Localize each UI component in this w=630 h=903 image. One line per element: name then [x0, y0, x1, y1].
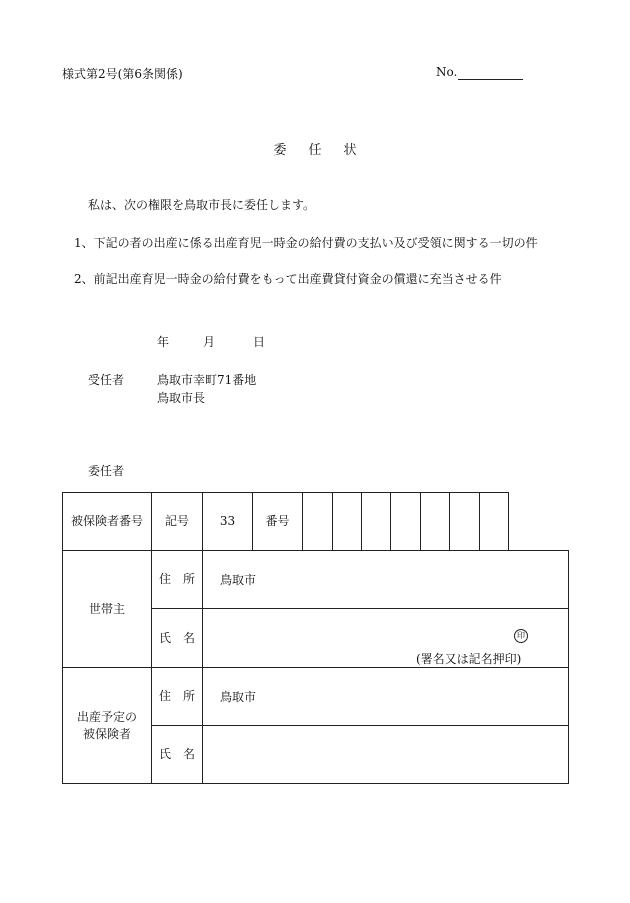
- agent-address: 鳥取市幸町71番地: [157, 373, 257, 387]
- principal-label: 委任者: [88, 464, 125, 478]
- seal-mark-icon: 印: [514, 629, 528, 643]
- delegated-item-2: 2、前記出産育児一時金の給付費をもって出産費貸付資金の償還に充当させる件: [74, 272, 502, 286]
- document-title: 委任状: [273, 143, 379, 158]
- symbol-value[interactable]: 33: [219, 514, 236, 528]
- document-number-label: No.: [436, 65, 458, 79]
- insured-number-digits-field[interactable]: [303, 493, 508, 550]
- table-line: [62, 783, 569, 784]
- date-year: 年: [157, 335, 170, 349]
- date-line: [157, 333, 265, 350]
- agent-label: 受任者: [88, 373, 125, 387]
- household-address-label: 住 所: [158, 572, 195, 586]
- household-address-field[interactable]: 鳥取市: [220, 573, 257, 587]
- delegation-statement: 私は、次の権限を鳥取市長に委任します。: [88, 198, 316, 212]
- form-number: 様式第2号(第6条関係): [62, 67, 183, 81]
- household-head-label: 世帯主: [88, 601, 125, 616]
- symbol-label: 記号: [164, 514, 189, 528]
- date-month: 月: [203, 335, 216, 349]
- delegated-item-1: 1、下記の者の出産に係る出産育児一時金の給付費の支払い及び受領に関する一切の件: [74, 236, 538, 250]
- expected-insured-label: 出産予定の被保険者: [76, 709, 137, 741]
- number-label: 番号: [265, 514, 290, 528]
- table-line: [568, 550, 569, 784]
- insured-number-label: 被保険者番号: [70, 514, 143, 528]
- insured-address-label: 住 所: [158, 689, 195, 703]
- date-day: 日: [253, 335, 266, 349]
- agent-name: 鳥取市長: [157, 391, 206, 405]
- insured-name-field[interactable]: [203, 726, 568, 783]
- signature-note: (署名又は記名押印): [416, 652, 522, 666]
- insured-address-field[interactable]: 鳥取市: [220, 690, 257, 704]
- document-number-field[interactable]: [458, 79, 523, 80]
- insured-name-label: 氏 名: [158, 747, 195, 761]
- table-line: [508, 492, 509, 550]
- household-name-label: 氏 名: [158, 630, 195, 645]
